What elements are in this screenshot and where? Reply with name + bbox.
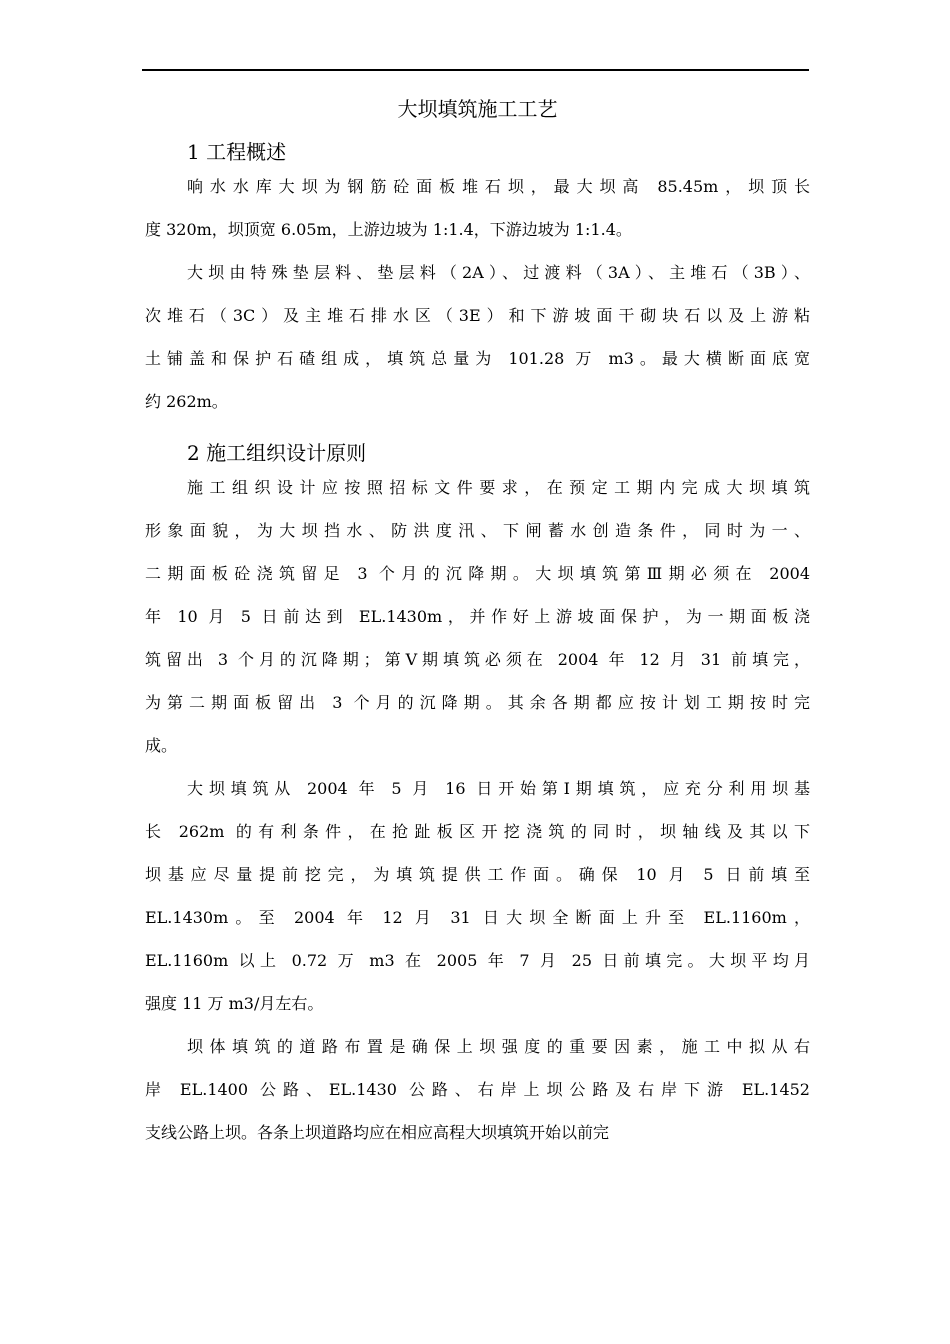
text-line: 土铺盖和保护石碴组成，填筑总量为 101.28 万 m3。最大横断面底宽 bbox=[145, 349, 810, 368]
text-line: 大坝由特殊垫层料、垫层料（2A）、过渡料（3A）、主堆石（3B）、 bbox=[187, 263, 810, 282]
text-line: 成。 bbox=[145, 736, 178, 755]
paragraph bbox=[145, 1034, 810, 1163]
section-heading: 1 工程概述 bbox=[187, 140, 287, 164]
paragraph bbox=[145, 475, 810, 776]
text-line: 大坝填筑从 2004 年 5 月 16 日开始第Ⅰ期填筑，应充分利用坝基 bbox=[187, 779, 810, 798]
text-line: 响水水库大坝为钢筋砼面板堆石坝，最大坝高 85.45m，坝顶长 bbox=[187, 177, 810, 196]
text-line: 约 262m。 bbox=[145, 392, 228, 411]
text-line: 长 262m 的有利条件，在抢趾板区开挖浇筑的同时，坝轴线及其以下 bbox=[145, 822, 810, 841]
text-line: 支线公路上坝。各条上坝道路均应在相应高程大坝填筑开始以前完 bbox=[145, 1123, 610, 1142]
text-line: 坝基应尽量提前挖完，为填筑提供工作面。确保 10 月 5 日前填至 bbox=[145, 865, 810, 884]
section-2 bbox=[145, 432, 810, 1163]
document-title: 大坝填筑施工工艺 bbox=[397, 97, 558, 121]
paragraph bbox=[145, 174, 810, 260]
text-line: 度 320m，坝顶宽 6.05m，上游边坡为 1:1.4，下游边坡为 1:1.4。 bbox=[145, 220, 632, 239]
paragraph bbox=[145, 776, 810, 1034]
paragraph bbox=[145, 260, 810, 432]
header-rule bbox=[142, 69, 809, 71]
text-line: 年 10 月 5 日前达到 EL.1430m，并作好上游坡面保护，为一期面板浇 bbox=[145, 607, 810, 626]
document-body bbox=[145, 88, 810, 1163]
text-line: 为第二期面板留出 3 个月的沉降期。其余各期都应按计划工期按时完 bbox=[145, 693, 810, 712]
text-line: 形象面貌，为大坝挡水、防洪度汛、下闸蓄水创造条件，同时为一、 bbox=[145, 521, 810, 540]
text-line: 二期面板砼浇筑留足 3 个月的沉降期。大坝填筑第Ⅲ期必须在 2004 bbox=[145, 564, 810, 583]
text-line: 次堆石（3C）及主堆石排水区（3E）和下游坡面干砌块石以及上游粘 bbox=[145, 306, 810, 325]
section-heading: 2 施工组织设计原则 bbox=[187, 441, 367, 465]
text-line: 强度 11 万 m3/月左右。 bbox=[145, 994, 324, 1013]
text-line: 坝体填筑的道路布置是确保上坝强度的重要因素，施工中拟从右 bbox=[187, 1037, 810, 1056]
text-line: 施工组织设计应按照招标文件要求，在预定工期内完成大坝填筑 bbox=[187, 478, 810, 497]
text-line: 筑留出 3 个月的沉降期；第Ⅴ期填筑必须在 2004 年 12 月 31 前填完， bbox=[145, 650, 810, 669]
text-line: EL.1430m。至 2004 年 12 月 31 日大坝全断面上升至 EL.1160m， bbox=[145, 908, 810, 927]
text-line: EL.1160m 以上 0.72 万 m3 在 2005 年 7 月 25 日前填完。大坝平均月 bbox=[145, 951, 810, 970]
text-line: 岸 EL.1400 公路、EL.1430 公路、右岸上坝公路及右岸下游 EL.1452 bbox=[145, 1080, 810, 1099]
section-1 bbox=[145, 131, 810, 432]
